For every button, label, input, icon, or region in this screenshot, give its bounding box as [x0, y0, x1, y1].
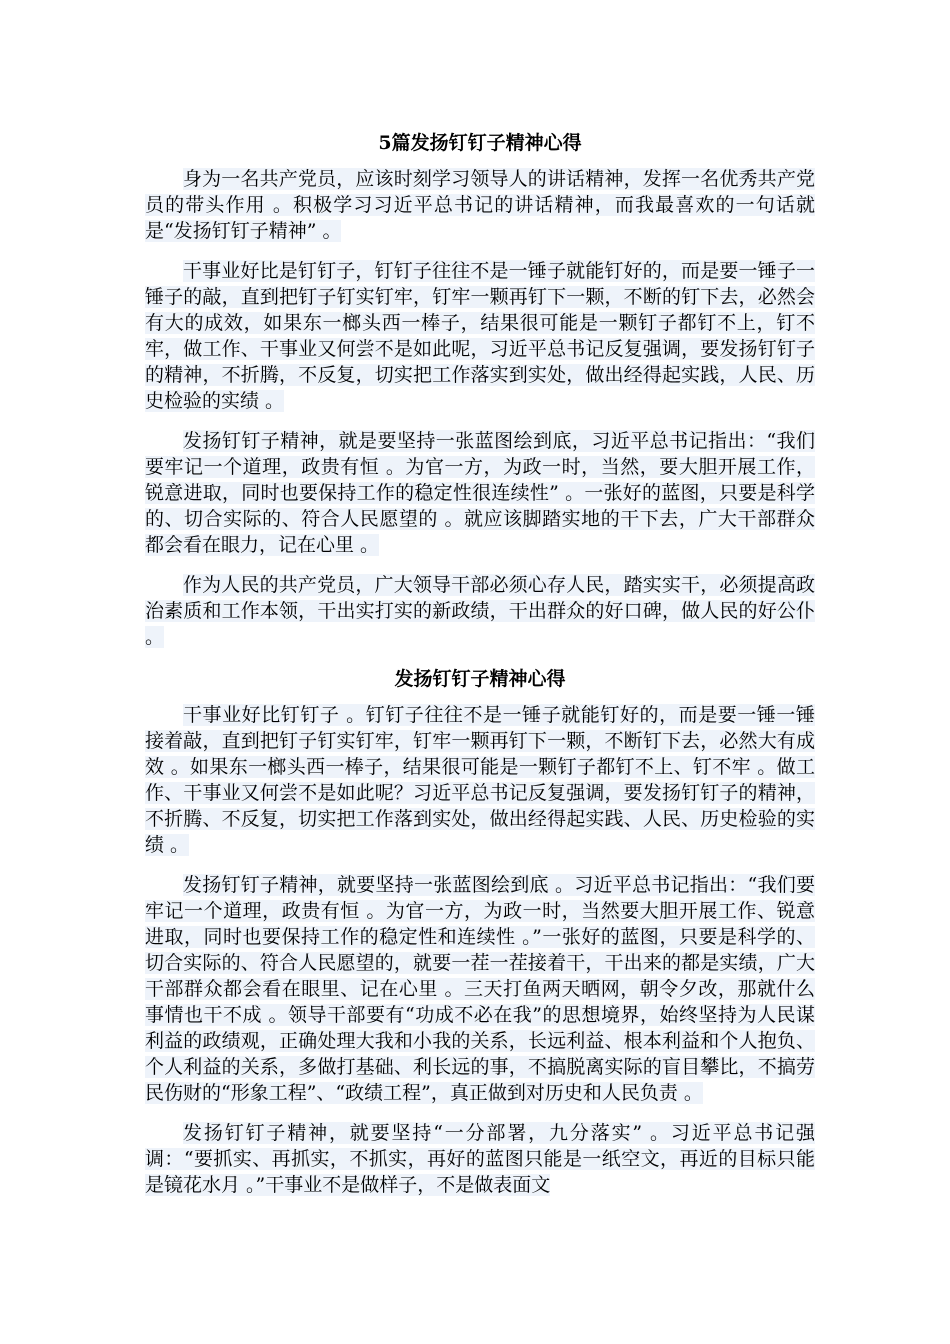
paragraph-text: 发扬钉钉子精神，就要坚持一张蓝图绘到底 。习近平总书记指出：“我们要牢记一个道理，政贵有恒 。为官一方，为政一时，当然要大胆开展工作、锐意进取，同时也要保持工作的稳定性和连续性 。”一张好的蓝图，只要是科学的、切合实际的、符合人民愿望的，就要一茬一茬接着干，干出来的都是实绩，广大干部群众都会看在眼里、记在心里 。三天打鱼两天晒网，朝令夕改，那就什么事情也干不成 。领导干部要有“功成不必在我”的思想境界，始终坚持为人民谋利益的政绩观，正确处理大我和小我的关系，长远利益、根本利益和个人抱负、个人利益的关系，多做打基础、利长远的事，不搞脱离实际的盲目攀比，不搞劳民伤财的“形象工程”、“政绩工程”，真正做到对历史和人民负责 。 [145, 874, 815, 1104]
section2-title: 发扬钉钉子精神心得 [394, 668, 566, 690]
section2-paragraph [145, 702, 815, 858]
section1-paragraph [145, 258, 815, 414]
paragraph-text: 发扬钉钉子精神，就是要坚持一张蓝图绘到底，习近平总书记指出：“我们要牢记一个道理，政贵有恒 。为官一方，为政一时，当然，要大胆开展工作，锐意进取，同时也要保持工作的稳定性很连续性” 。一张好的蓝图，只要是科学的、切合实际的、符合人民愿望的 。就应该脚踏实地的干下去，广大干部群众都会看在眼力，记在心里 。 [145, 430, 815, 556]
paragraph-text: 作为人民的共产党员，广大领导干部必须心存人民，踏实实干，必须提高政治素质和工作本领，干出实打实的新政绩，干出群众的好口碑，做人民的好公仆 。 [145, 574, 815, 648]
section1-paragraph [145, 166, 815, 244]
paragraph-text: 发扬钉钉子精神，就要坚持“一分部署，九分落实” 。习近平总书记强调：“要抓实、再抓实，不抓实，再好的蓝图只能是一纸空文，再近的目标只能是镜花水月 。”干事业不是做样子，不是做表面文 [145, 1122, 815, 1196]
section1-title: 5篇发扬钉钉子精神心得 [378, 132, 582, 154]
section2-paragraph [145, 1120, 815, 1198]
section1-paragraph [145, 428, 815, 558]
document-page [145, 128, 815, 1212]
section2-paragraph [145, 872, 815, 1106]
section1-paragraph [145, 572, 815, 650]
paragraph-text: 干事业好比钉钉子 。钉钉子往往不是一锤子就能钉好的，而是要一锤一锤接着敲，直到把钉子钉实钉牢，钉牢一颗再钉下一颗，不断钉下去，必然大有成效 。如果东一榔头西一棒子，结果很可能是一颗钉子都钉不上、钉不牢 。做工作、干事业又何尝不是如此呢？习近平总书记反复强调，要发扬钉钉子的精神，不折腾、不反复，切实把工作落到实处，做出经得起实践、人民、历史检验的实绩 。 [145, 704, 815, 856]
paragraph-text: 身为一名共产党员，应该时刻学习领导人的讲话精神，发挥一名优秀共产党员的带头作用 。积极学习习近平总书记的讲话精神，而我最喜欢的一句话就是“发扬钉钉子精神” 。 [145, 168, 815, 242]
paragraph-text: 干事业好比是钉钉子，钉钉子往往不是一锤子就能钉好的，而是要一锤子一锤子的敲，直到把钉子钉实钉牢，钉牢一颗再钉下一颗，不断的钉下去，必然会有大的成效，如果东一榔头西一棒子，结果很可能是一颗钉子都钉不上，钉不牢，做工作、干事业又何尝不是如此呢，习近平总书记反复强调，要发扬钉钉子的精神，不折腾，不反复，切实把工作落实到实处，做出经得起实践，人民、历史检验的实绩 。 [145, 260, 815, 412]
